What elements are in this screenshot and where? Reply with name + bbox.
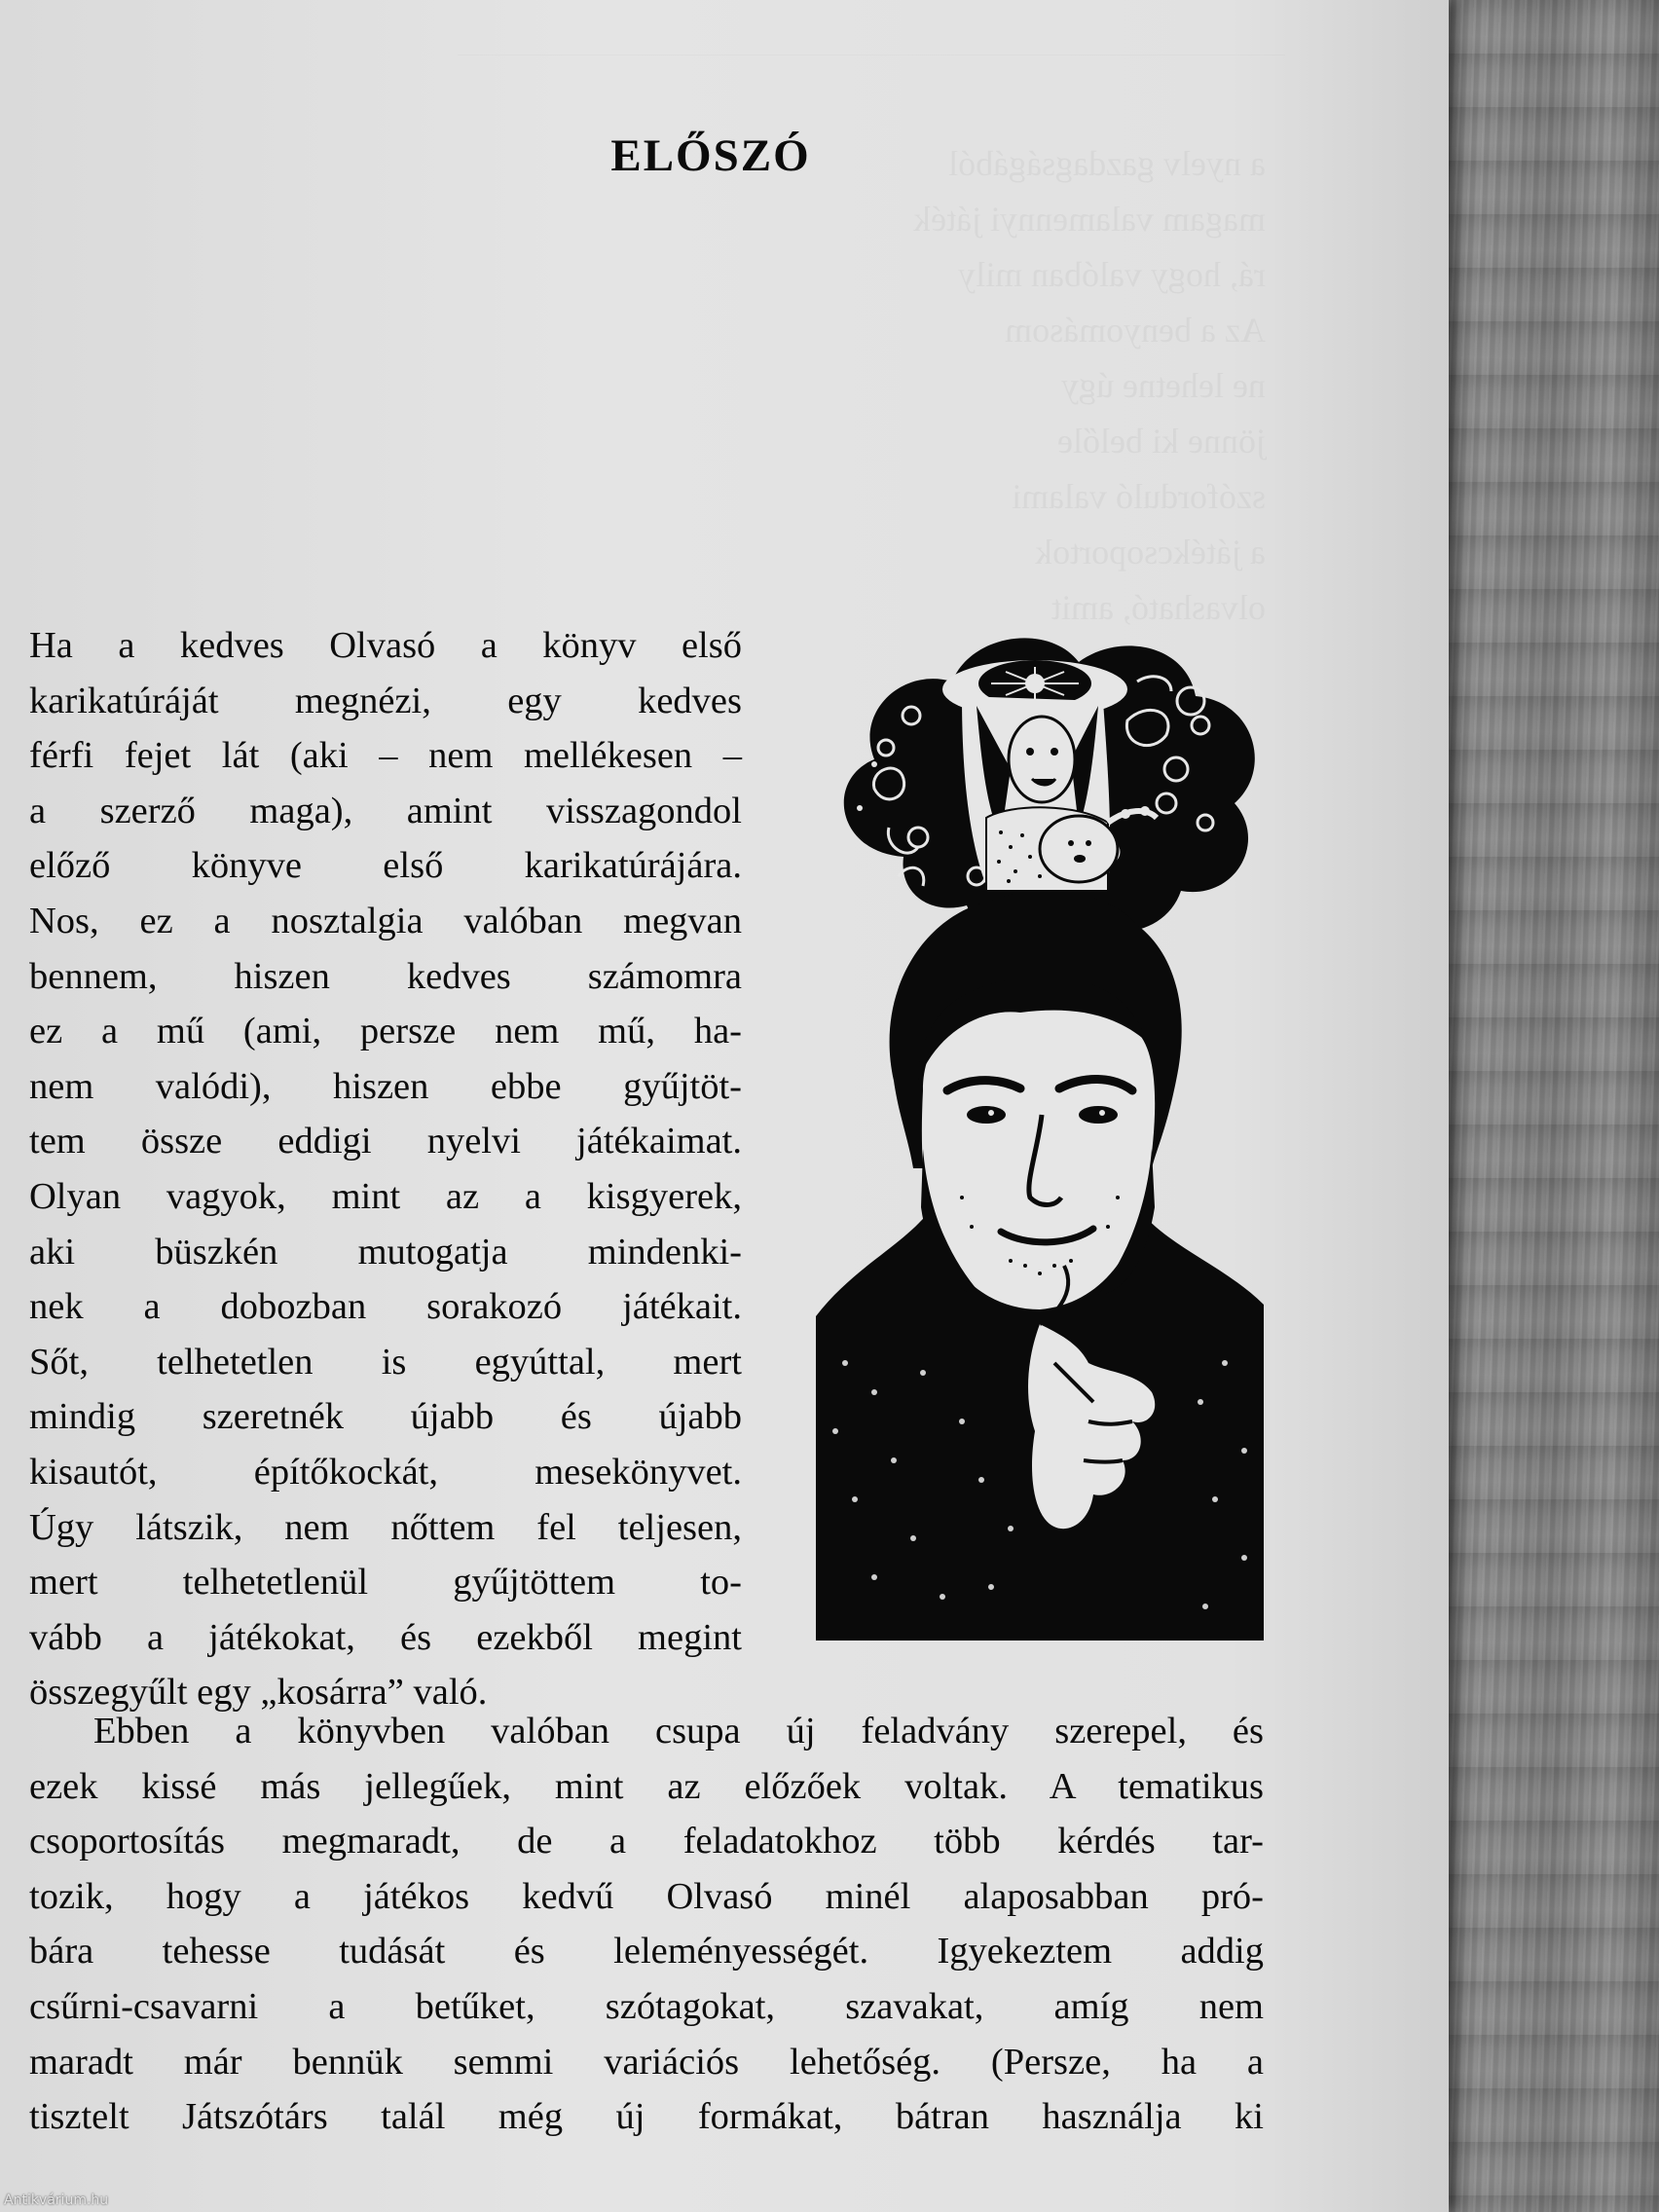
bleed-through-text: a nyelv gazdagságából magam valamennyi játék rá, hogy valóban mily Az a benyomásom ne lehetne úgy jönne ki belőle szóforduló valami a játékcsoportok olvasható, amit xyxy=(913,144,1266,627)
text-line: csűrni-csavarni a betűket, szótagokat, szavakat, amíg nem xyxy=(29,1985,1264,2027)
text-line: Sőt, telhetetlen is egyúttal, mert xyxy=(29,1341,742,1382)
text-line: nek a dobozban sorakozó játékait. xyxy=(29,1286,742,1328)
text-line: nem valódi), hiszen ebbe gyűjtöt- xyxy=(29,1065,742,1107)
man-portrait-icon xyxy=(816,891,1264,1641)
text-line: bára tehesse tudását és leleményességét. Igyekeztem addig xyxy=(29,1931,1264,1972)
text-line: Olyan vagyok, mint az a kisgyerek, xyxy=(29,1175,742,1217)
text-line: mindig szeretnék újabb és újabb xyxy=(29,1396,742,1438)
text-line: tozik, hogy a játékos kedvű Olvasó minél alaposabban pró- xyxy=(29,1875,1264,1917)
text-line: Ebben a könyvben valóban csupa új feladvány szerepel, és xyxy=(93,1711,1264,1751)
wooden-table-background xyxy=(1423,0,1659,2212)
text-line: csoportosítás megmaradt, de a feladatokhoz több kérdés tar- xyxy=(29,1821,1264,1862)
paragraph-1 xyxy=(29,618,742,1720)
text-line: a szerző maga), amint visszagondol xyxy=(29,790,742,831)
text-line: ezek kissé más jellegűek, mint az előzőek voltak. A tematikus xyxy=(29,1765,1264,1807)
paragraph-2 xyxy=(29,1704,1264,2145)
text-line: tisztelt Játszótárs talál még új formákat, bátran használja ki xyxy=(29,2096,1264,2138)
text-line: összegyűlt egy „kosárra” való. xyxy=(29,1672,488,1714)
text-line: vább a játékokat, és ezekből megint xyxy=(29,1616,742,1658)
author-caricature xyxy=(816,623,1264,1641)
watermark: Antikvárium.hu xyxy=(4,2193,109,2208)
text-line: kisautót, építőkockát, mesekönyvet. xyxy=(29,1451,742,1493)
text-line: Úgy látszik, nem nőttem fel teljesen, xyxy=(29,1506,742,1548)
text-line: mert telhetetlenül gyűjtöttem to- xyxy=(29,1562,742,1604)
text-line: tem össze eddigi nyelvi játékaimat. xyxy=(29,1121,742,1162)
text-line: bennem, hiszen kedves számomra xyxy=(29,955,742,997)
text-line: ez a mű (ami, persze nem mű, ha- xyxy=(29,1011,742,1052)
text-line: aki büszkén mutogatja mindenki- xyxy=(29,1231,742,1272)
page-title: ELŐSZÓ xyxy=(610,130,811,181)
text-line: Ha a kedves Olvasó a könyv első xyxy=(29,625,742,666)
bleed-through-header xyxy=(458,29,1285,55)
text-line: Nos, ez a nosztalgia valóban megvan xyxy=(29,900,742,941)
text-line: férfi fejet lát (aki – nem mellékesen – xyxy=(29,735,742,777)
text-line: maradt már bennük semmi variációs lehetőség. (Persze, ha a xyxy=(29,2041,1264,2083)
text-line: karikatúráját megnézi, egy kedves xyxy=(29,680,742,721)
text-line: előző könyve első karikatúrájára. xyxy=(29,845,742,887)
